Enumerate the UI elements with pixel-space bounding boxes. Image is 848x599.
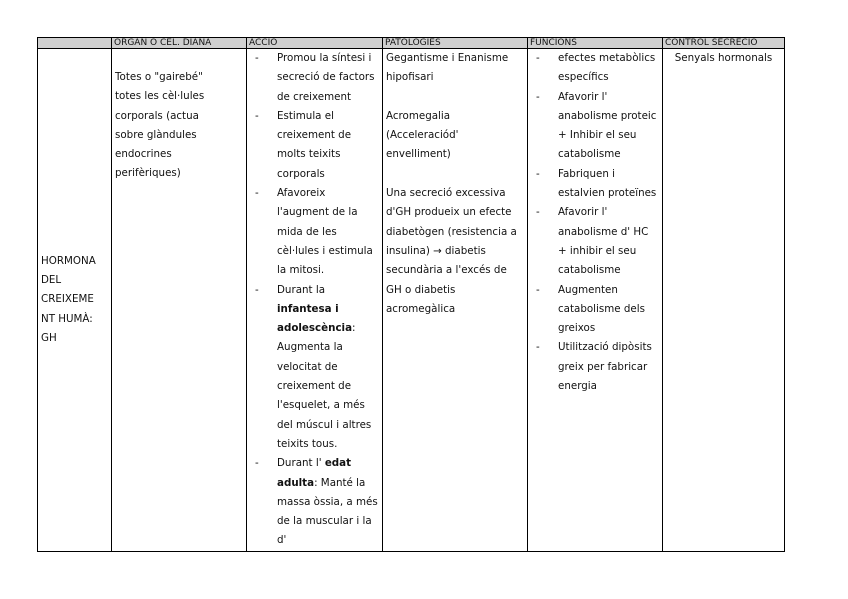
organ-line: sobre glàndules [115,128,197,141]
table-row [38,49,785,552]
header-funcions: FUNCIONS [528,38,663,49]
hormone-line: DEL [41,273,62,286]
hormone-line: CREIXEME [41,293,94,306]
funcions-list [531,49,659,396]
funcio-item: - efectes metabòlics específics [531,49,659,88]
hormone-line: GH [41,331,57,344]
hormone-name-cell [38,49,112,552]
accio-item [250,454,379,550]
header-organ: ÒRGAN O CÈL. DIANA [112,38,247,49]
organ-cell [112,49,247,552]
accio-bold-text: infantesa i adolescència [277,302,353,335]
header-empty [38,38,112,49]
hormone-table [37,37,785,552]
header-row [38,38,785,49]
accio-item [250,281,379,455]
patologies-cell [383,49,528,552]
header-patologies: PATOLOGIES [383,38,528,49]
accio-cell [247,49,383,552]
control-cell: Senyals hormonals [663,49,785,552]
accio-text: : Manté la massa òssia, a més de la muscular i la d' [277,476,378,547]
funcio-item: - Fabriquen i estalvien proteïnes [531,165,659,204]
patologia-paragraph: Gegantisme i Enanisme hipofisari [386,52,509,84]
organ-line: Totes o "gairebé" [115,71,203,83]
patologia-paragraph: Una secreció excessiva d'GH produeix un efecte diabetògen (resistencia a insulina) → diabetis secundària a l'excés de GH o diabetis acromegàlica [386,187,517,315]
accio-list [250,49,379,551]
funcio-item: - Utilització dipòsits greix per fabricar energia [531,338,659,396]
funcio-item: - Afavorir l' anabolisme d' HC + inhibir el seu catabolisme [531,203,659,280]
accio-item: - Estimula el creixement de molts teixits corporals [250,107,379,184]
accio-text: Durant la [277,283,326,296]
accio-item: - Afavoreix l'augment de la mida de les cèl·lules i estimula la mitosi. [250,184,379,280]
hormone-line: NT HUMÀ: [41,312,93,325]
accio-bold-text: edat adulta [277,457,352,489]
organ-line: endocrines [115,148,172,161]
accio-text: Durant l' [277,457,325,470]
funcions-cell [528,49,663,552]
header-control: CONTROL SECRECIÓ [663,38,785,49]
organ-line: corporals (actua [115,109,199,122]
patologia-paragraph: Acromegalia (Acceleraciód' envelliment) [386,109,459,161]
accio-text: : Augmenta la velocitat de creixement de l'esquelet, a més del múscul i altres teixits tous. [277,322,372,450]
header-accio: ACCIÓ [247,38,383,49]
organ-line: totes les cèl·lules [115,90,205,103]
accio-item: - Promou la síntesi i secreció de factors de creixement [250,49,379,107]
funcio-item: - Afavorir l' anabolisme proteic + Inhibir el seu catabolisme [531,88,659,165]
hormone-line: HORMONA [41,254,96,267]
organ-line: perifèriques) [115,167,181,180]
funcio-item: - Augmenten catabolisme dels greixos [531,281,659,339]
